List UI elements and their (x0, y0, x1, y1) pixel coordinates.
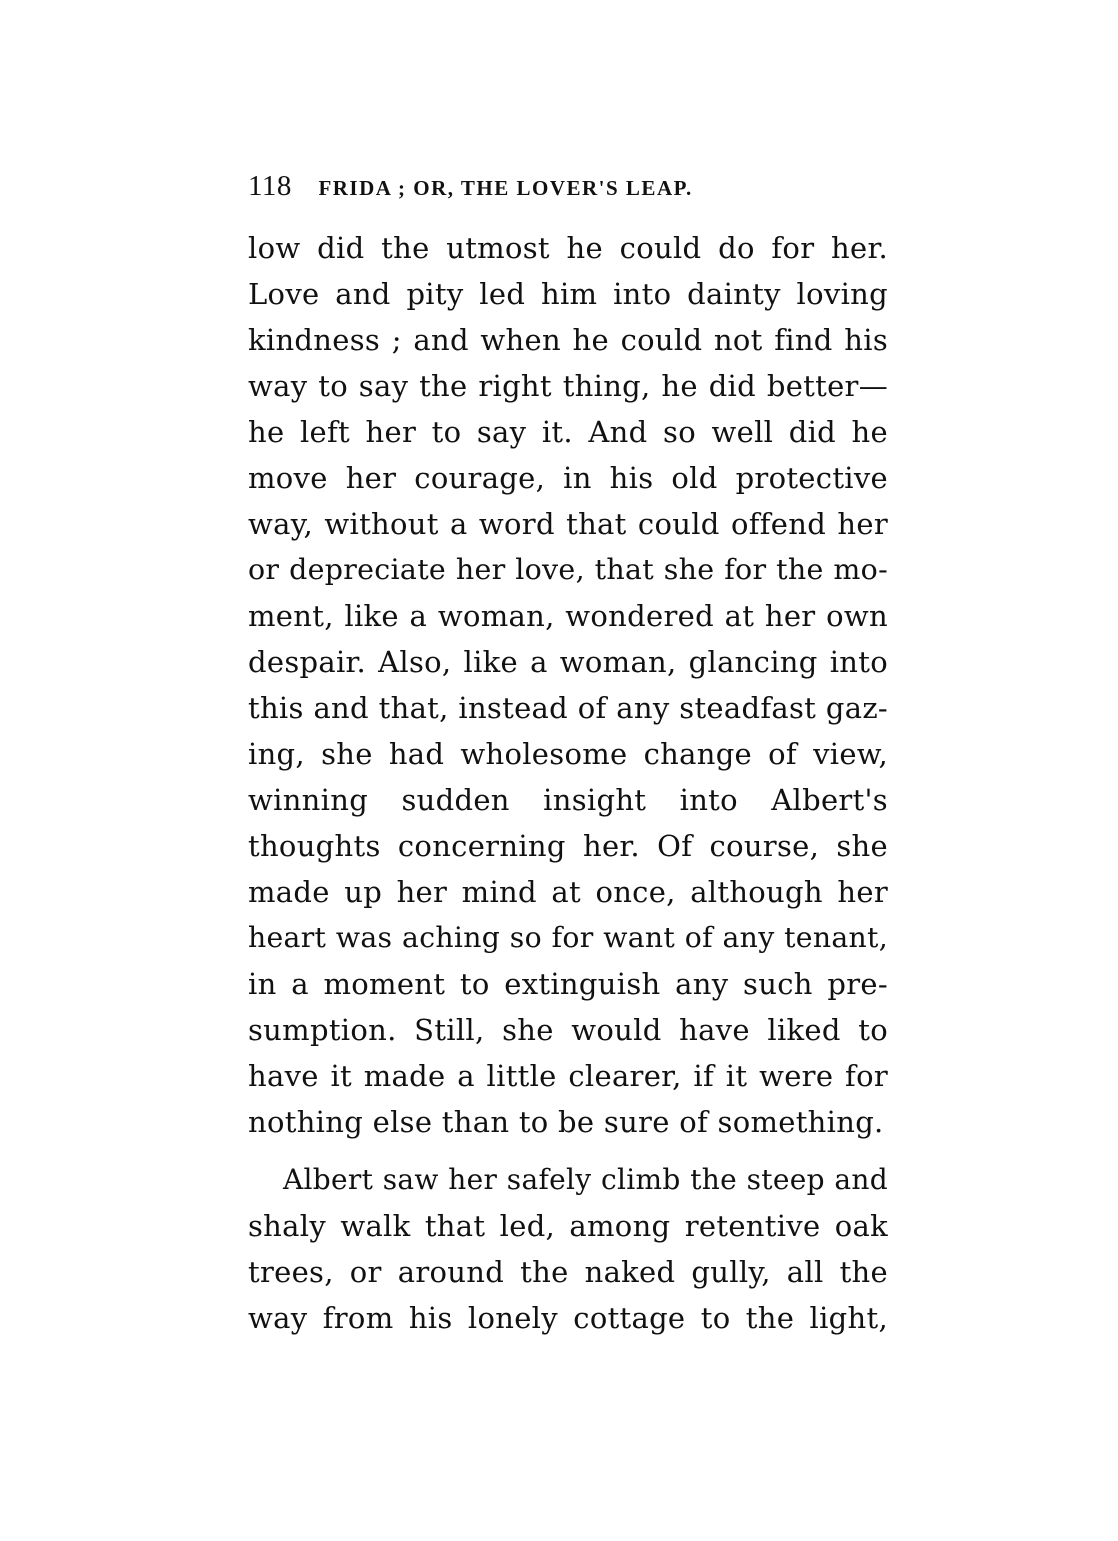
text-line: or depreciate her love, that she for the mo- (248, 553, 888, 586)
text-line: made up her mind at once, although her (248, 875, 888, 909)
body-text (248, 225, 888, 1341)
running-head (248, 170, 693, 204)
text-line: thoughts concerning her. Of course, she (248, 829, 888, 863)
text-line: he left her to say it. And so well did he (248, 415, 888, 449)
text-line: heart was aching so for want of any tenant, (248, 921, 888, 954)
text-line: nothing else than to be sure of something. (248, 1105, 884, 1139)
text-line: in a moment to extinguish any such pre- (248, 967, 888, 1001)
page-number: 118 (248, 170, 292, 202)
text-line: winning sudden insight into Albert's (248, 783, 888, 817)
text-line: kindness ; and when he could not find his (248, 323, 888, 357)
text-line: sumption. Still, she would have liked to (248, 1013, 888, 1047)
text-line: low did the utmost he could do for her. (248, 231, 888, 265)
text-line: have it made a little clearer, if it were for (248, 1059, 888, 1093)
text-line: this and that, instead of any steadfast gaz- (248, 691, 888, 725)
text-line: despair. Also, like a woman, glancing into (248, 645, 888, 679)
running-title: FRIDA ; OR, THE LOVER'S LEAP. (318, 176, 693, 200)
text-line: way to say the right thing, he did better— (248, 369, 888, 403)
paragraph-gap (248, 1145, 888, 1157)
text-line: way, without a word that could offend her (248, 507, 888, 541)
paragraph-1 (248, 225, 888, 1145)
text-line: way from his lonely cottage to the light, (248, 1301, 888, 1335)
paragraph-2 (248, 1157, 888, 1341)
text-line: move her courage, in his old protective (248, 461, 888, 495)
text-line: ing, she had wholesome change of view, (248, 737, 888, 771)
text-line: Love and pity led him into dainty loving (248, 277, 888, 311)
text-line: trees, or around the naked gully, all the (248, 1255, 888, 1289)
text-line: ment, like a woman, wondered at her own (248, 599, 888, 633)
text-line: Albert saw her safely climb the steep and (283, 1163, 888, 1196)
text-line: shaly walk that led, among retentive oak (248, 1209, 888, 1243)
